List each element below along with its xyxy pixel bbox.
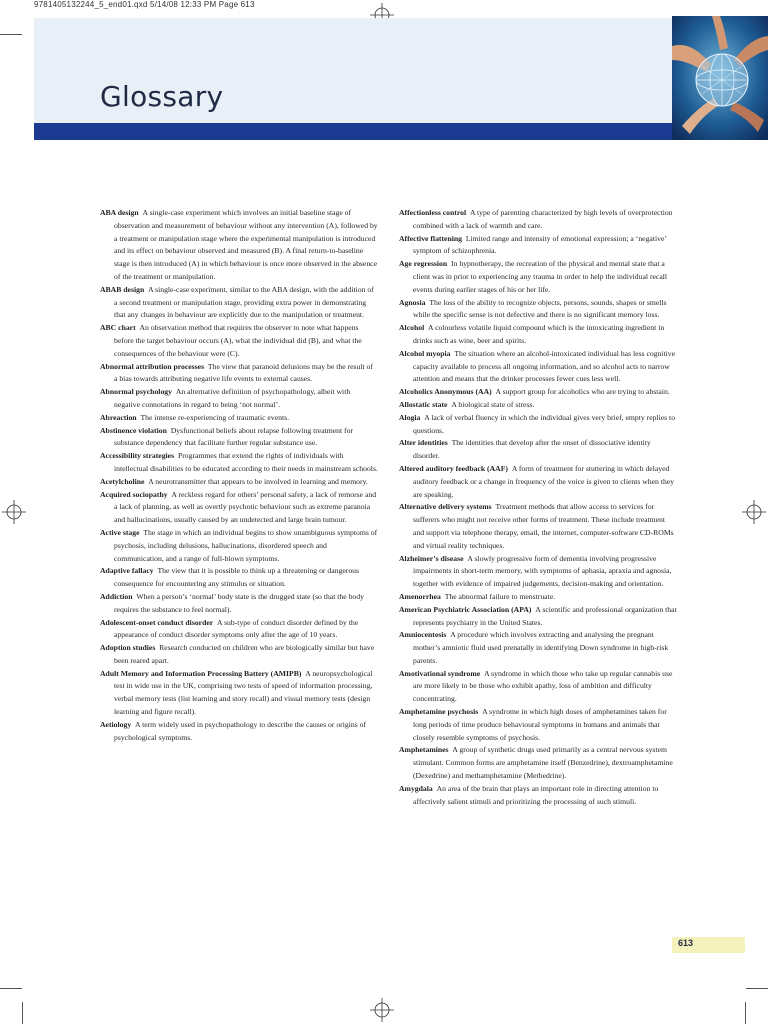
glossary-term: Alternative delivery systems [399, 502, 492, 512]
glossary-definition: An alternative definition of psychopathology, albeit with negative connotations in regard to being ‘not normal’. [114, 387, 351, 409]
glossary-entry [100, 489, 378, 527]
glossary-term: Adoption studies [100, 643, 156, 653]
glossary-entry [399, 348, 677, 386]
glossary-entry [100, 527, 378, 565]
glossary-term: Alzheimer’s disease [399, 553, 464, 563]
glossary-definition: An observation method that requires the observer to note what happens before the target behaviour occurs (A), what the individual did (B), and what the consequences of the behaviour were (C). [114, 323, 362, 358]
glossary-definition: A single-case experiment which involves an initial baseline stage of observation and measurement of behaviour without any intervention (A), followed by a treatment or manipulation stage where the experimental manipulation is introduced and its effect on behaviour observed and measured (B). A final return-to-baseline stage is then introduced (A) in which behaviour is once more observed in the absence of the treatment or manipulation. [114, 208, 378, 281]
glossary-entry [100, 450, 378, 476]
glossary-term: Amotivational syndrome [399, 668, 481, 678]
page-number: 613 [678, 938, 694, 948]
glossary-entry [399, 604, 677, 630]
glossary-entry [399, 629, 677, 667]
glossary-entry [399, 437, 677, 463]
globe-hands-icon [672, 16, 768, 140]
glossary-term: Adolescent-onset conduct disorder [100, 617, 214, 627]
glossary-definition: Research conducted on children who are biologically similar but have been reared apart. [114, 643, 375, 665]
crop-mark [22, 1002, 23, 1024]
glossary-definition: Treatment methods that allow access to services for sufferers who might not receive other forms of treatment. These include treatment and support via telephone therapy, email, the internet, computer-software CD-ROMs and virtual reality techniques. [413, 502, 674, 550]
glossary-entry [399, 258, 677, 296]
glossary-term: Abnormal attribution processes [100, 361, 205, 371]
glossary-entry [100, 719, 378, 745]
glossary-definition: The stage in which an individual begins to show unambiguous symptoms of psychosis, including delusions, hallucinations, disordered speech and communication, and a range of full-blown symptoms. [114, 527, 378, 563]
glossary-entry [100, 322, 378, 360]
glossary-term: Aetiology [100, 719, 132, 729]
glossary-entry [399, 322, 677, 348]
glossary-term: Age regression [399, 259, 448, 269]
glossary-entry [399, 553, 677, 591]
glossary-definition: A syndrome in which high doses of amphetamines taken for long periods of time produce behavioural symptoms in humans and animals that closely resemble symptoms of psychosis. [413, 707, 667, 742]
glossary-term: Alcohol myopia [399, 348, 451, 358]
glossary-term: Accessibility strategies [100, 451, 175, 461]
glossary-entry [100, 284, 378, 322]
glossary-term: Amniocentesis [399, 630, 447, 640]
glossary-term: Affective flattening [399, 233, 462, 243]
glossary-term: Acetylcholine [100, 476, 145, 486]
crop-mark [0, 34, 22, 35]
glossary-definition: Limited range and intensity of emotional expression; a ‘negative’ symptom of schizophrenia. [413, 233, 667, 256]
glossary-term: Abnormal psychology [100, 387, 172, 397]
glossary-term: Amphetamine psychosis [399, 707, 479, 717]
glossary-term: Adult Memory and Information Processing Battery (AMIPB) [100, 668, 302, 678]
glossary-entry [399, 783, 677, 809]
glossary-definition: The loss of the ability to recognize objects, persons, sounds, shapes or smells while the specific sense is not defective and there is no significant memory loss. [413, 297, 667, 320]
glossary-term: Amenorrhea [399, 591, 441, 601]
glossary-term: ABAB design [100, 284, 145, 294]
glossary-definition: The view that it is possible to think up a threatening or dangerous consequence for encountering any stimulus or situation. [114, 566, 359, 589]
glossary-definition: A sub-type of conduct disorder defined by the appearance of conduct disorder symptoms only after the age of 10 years. [114, 617, 359, 640]
glossary-entry [399, 706, 677, 744]
registration-mark-icon [370, 998, 394, 1022]
glossary-term: Alogia [399, 412, 421, 422]
page-title: Glossary [100, 80, 224, 113]
glossary-entry [399, 463, 677, 501]
glossary-definition: A term widely used in psychopathology to describe the causes or origins of psychological symptoms. [114, 719, 367, 742]
glossary-definition: A type of parenting characterized by high levels of overprotection combined with a lack of warmth and care. [413, 208, 673, 230]
glossary-entry [399, 744, 677, 782]
crop-mark [0, 988, 22, 989]
glossary-term: Adaptive fallacy [100, 566, 154, 576]
crop-mark [746, 988, 768, 989]
glossary-entry [100, 642, 378, 668]
glossary-entry [399, 386, 677, 399]
crop-mark [745, 1002, 746, 1024]
glossary-term: Abstinence violation [100, 425, 167, 435]
glossary-term: Alcoholics Anonymous (AA) [399, 387, 492, 397]
glossary-definition: A lack of verbal fluency in which the individual gives very brief, empty replies to questions. [413, 412, 676, 435]
glossary-term: Allostatic state [399, 399, 448, 409]
glossary-definition: A group of synthetic drugs used primarily as a central nervous system stimulant. Common forms are amphetamine itself (Benzedrine), dextroamphetamine (Dexedrine) and methamphetamine (Methedrine). [413, 745, 673, 781]
glossary-definition: The view that paranoid delusions may be the result of a bias towards attributing negative life events to external causes. [114, 361, 373, 384]
glossary-term: Acquired sociopathy [100, 489, 168, 499]
glossary-entry [399, 591, 677, 604]
glossary-definition: The situation where an alcohol-intoxicated individual has less cognitive capacity available to process all ongoing information, and so alcohol acts to narrow attention and means that the drinker processes fewer cues less well. [413, 348, 676, 384]
glossary-definition: A neuropsychological test in wide use in the UK, comprising two tests of speed of information processing, verbal memory tests (list learning and story recall) and visual memory tests (design learning and figure recall). [114, 668, 373, 717]
glossary-entry [100, 476, 378, 489]
glossary-definition: When a person’s ‘normal’ body state is the drugged state (so that the body requires the substance to feel normal). [114, 591, 364, 614]
glossary-entry [399, 233, 677, 259]
glossary-term: Agnosia [399, 297, 426, 307]
registration-mark-icon [742, 500, 766, 524]
glossary-definition: A single-case experiment, similar to the ABA design, with the addition of a second treatment or manipulation stage, providing extra power in demonstrating that any changes in behaviour are explicitly due to the manipulation or treatment. [114, 284, 374, 320]
glossary-term: Amygdala [399, 783, 433, 793]
glossary-entry [399, 501, 677, 552]
glossary-entry [100, 668, 378, 719]
glossary-term: ABA design [100, 208, 139, 217]
glossary-definition: Programmes that extend the rights of individuals with intellectual disabilities to be educated according to their needs in mainstream schools. [114, 451, 378, 473]
glossary-term: Active stage [100, 527, 140, 537]
glossary-definition: A reckless regard for others’ personal safety, a lack of remorse and a lack of planning, as well as overtly psychotic behaviour such as extreme paranoia and hallucinations, usually caused by an undetected and large brain tumour. [114, 489, 377, 525]
glossary-term: Abreaction [100, 412, 137, 422]
glossary-definition: In hypnotherapy, the recreation of the physical and mental state that a client was in prior to experiencing any trauma in order to help the individual recall events during earlier stages of his or her life. [413, 259, 668, 294]
glossary-definition: A procedure which involves extracting and analysing the pregnant mother’s amniotic fluid used prenatally in identifying Down syndrome in high-risk parents. [413, 630, 669, 665]
registration-mark-icon [2, 500, 26, 524]
glossary-entry [100, 617, 378, 643]
glossary-definition: A syndrome in which those who take up regular cannabis use are more likely to be those who exhibit apathy, loss of ambition and difficulty concentrating. [413, 668, 673, 704]
glossary-entry [100, 386, 378, 412]
glossary-entry [100, 412, 378, 425]
glossary-definition: The identities that develop after the onset of dissociative identity disorder. [413, 438, 651, 461]
glossary-column-left [100, 207, 378, 744]
glossary-definition: An area of the brain that plays an important role in directing attention to affectively salient stimuli and prioritizing the processing of such stimuli. [413, 783, 659, 806]
glossary-definition: Dysfunctional beliefs about relapse following treatment for substance dependency that facilitate further regular substance use. [114, 425, 353, 448]
glossary-entry [100, 425, 378, 451]
glossary-entry [399, 412, 677, 438]
glossary-definition: A slowly progressive form of dementia involving progressive impairments in short-term memory, with symptoms of aphasia, apraxia and agnosia, together with evidence of impaired judgements, decision-making and orientation. [413, 553, 672, 589]
print-slug-line: 9781405132244_5_end01.qxd 5/14/08 12:33 PM Page 613 [34, 0, 255, 9]
glossary-definition: A support group for alcoholics who are trying to abstain. [495, 387, 670, 397]
glossary-entry [100, 361, 378, 387]
glossary-definition: The abnormal failure to menstruate. [444, 591, 556, 601]
glossary-term: ABC chart [100, 323, 136, 333]
glossary-definition: A neurotransmitter that appears to be involved in learning and memory. [148, 476, 368, 486]
glossary-entry [399, 668, 677, 706]
glossary-term: Amphetamines [399, 745, 449, 755]
glossary-term: Addiction [100, 591, 133, 601]
glossary-entry [399, 399, 677, 412]
glossary-column-right [399, 207, 677, 808]
header-rule-bar [34, 123, 768, 140]
glossary-term: American Psychiatric Association (APA) [399, 604, 532, 614]
glossary-entry [399, 207, 677, 233]
glossary-entry [100, 565, 378, 591]
glossary-definition: A colourless volatile liquid compound which is the intoxicating ingredient in drinks such as wine, beer and spirits. [413, 323, 665, 345]
glossary-entry [399, 297, 677, 323]
glossary-entry [100, 591, 378, 617]
glossary-term: Affectionless control [399, 208, 467, 217]
glossary-term: Altered auditory feedback (AAF) [399, 463, 508, 473]
glossary-definition: The intense re-experiencing of traumatic events. [140, 412, 289, 422]
glossary-term: Alcohol [399, 323, 425, 333]
glossary-definition: A biological state of stress. [451, 399, 535, 409]
glossary-definition: A scientific and professional organization that represents psychiatry in the United States. [413, 604, 677, 627]
glossary-entry [100, 207, 378, 284]
glossary-term: Alter identities [399, 438, 448, 448]
glossary-definition: A form of treatment for stuttering in which delayed auditory feedback or a change in frequency of the voice is given to clients when they are speaking. [413, 463, 675, 499]
